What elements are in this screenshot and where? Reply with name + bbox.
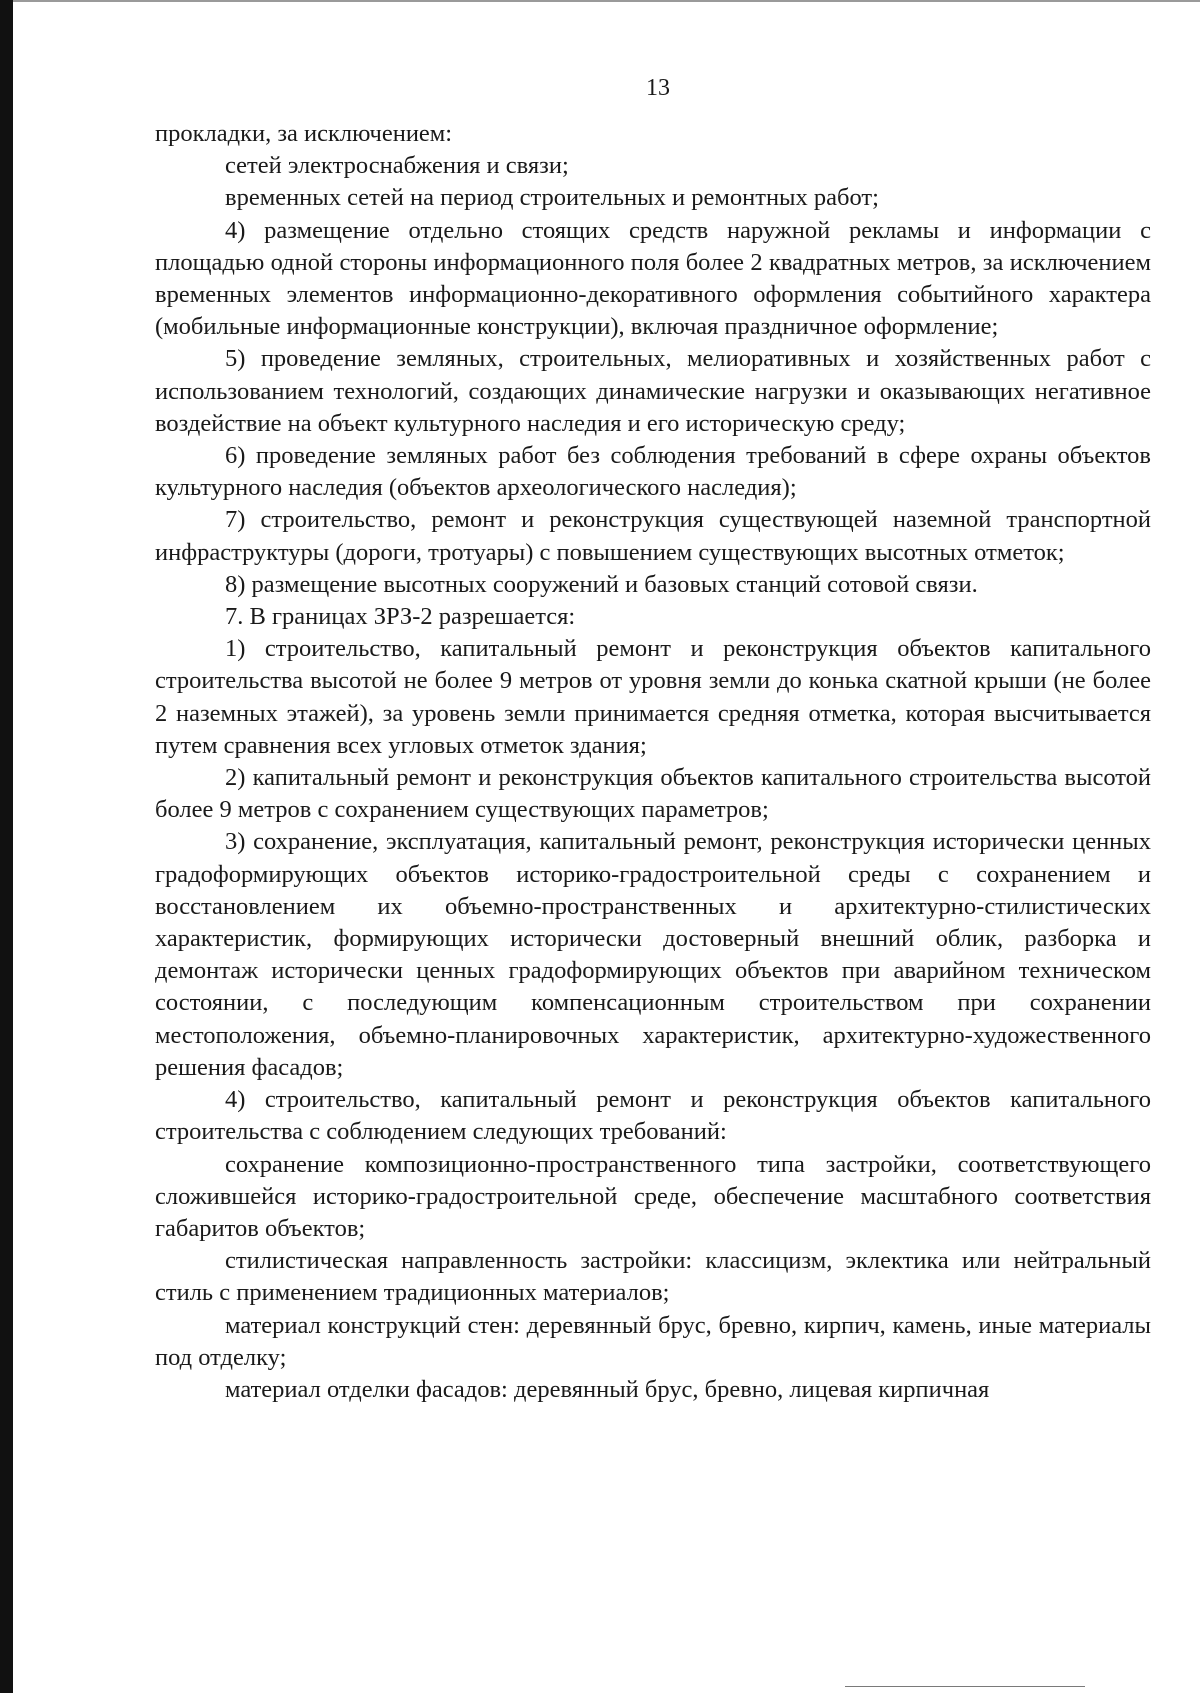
paragraph: прокладки, за исключением: — [155, 120, 453, 147]
paragraph: 6) проведение земляных работ без соблюдения требований в сфере охраны объектов культурного наследия (объектов археологического наследия); — [155, 442, 1151, 502]
paragraph: материал отделки фасадов: деревянный брус, бревно, лицевая кирпичная — [225, 1375, 990, 1403]
paragraph: 3) сохранение, эксплуатация, капитальный ремонт, реконструкция исторически ценных градоформирующих объектов историко-градостроительной среды с сохранением и восстановлением их объемно-пространственных и архитектурно-стилистических характеристик, формирующих исторически достоверный внешний облик, разборка и демонтаж исторически ценных градоформирующих объектов при аварийном техническом состоянии, с последующим компенсационным строительством при сохранении местоположения, объемно-планировочных характеристик, архитектурно-художественного решения фасадов; — [155, 828, 1151, 1081]
paragraph: временных сетей на период строительных и ремонтных работ; — [225, 184, 879, 212]
paragraph: 7) строительство, ремонт и реконструкция существующей наземной транспортной инфраструктуры (дороги, тротуары) с повышением существующих высотных отметок; — [155, 506, 1151, 566]
paragraph: 4) размещение отдельно стоящих средств наружной рекламы и информации с площадью одной стороны информационного поля более 2 квадратных метров, за исключением временных элементов информационно-декоративного оформления событийного характера (мобильные информационные конструкции), включая праздничное оформление; — [155, 216, 1151, 341]
scan-left-edge — [0, 0, 13, 1693]
paragraph: сетей электроснабжения и связи; — [225, 152, 569, 180]
document-body — [155, 118, 1151, 1406]
scan-top-line — [13, 0, 1200, 2]
paragraph: 1) строительство, капитальный ремонт и реконструкция объектов капитального строительства высотой не более 9 метров от уровня земли до конька скатной крыши (не более 2 наземных этажей), за уровень земли принимается средняя отметка, которая высчитывается путем сравнения всех угловых отметок здания; — [155, 635, 1151, 759]
paragraph: 4) строительство, капитальный ремонт и реконструкция объектов капитального строительства с соблюдением следующих требований: — [155, 1086, 1151, 1146]
page-number: 13 — [646, 75, 670, 101]
paragraph: 8) размещение высотных сооружений и базовых станций сотовой связи. — [225, 570, 978, 598]
paragraph: 2) капитальный ремонт и реконструкция объектов капитального строительства высотой более 9 метров с сохранением существующих параметров; — [155, 764, 1151, 824]
paragraph: 5) проведение земляных, строительных, мелиоративных и хозяйственных работ с использованием технологий, создающих динамические нагрузки и оказывающих негативное воздействие на объект культурного наследия и его историческую среду; — [155, 345, 1151, 437]
paragraph: 7. В границах ЗРЗ-2 разрешается: — [225, 603, 576, 631]
paragraph: стилистическая направленность застройки: классицизм, эклектика или нейтральный стиль с применением традиционных материалов; — [155, 1247, 1151, 1307]
paragraph: сохранение композиционно-пространственного типа застройки, соответствующего сложившейся историко-градостроительной среде, обеспечение масштабного соответствия габаритов объектов; — [155, 1150, 1151, 1242]
paragraph: материал конструкций стен: деревянный брус, бревно, кирпич, камень, иные материалы под отделку; — [155, 1311, 1151, 1371]
scan-bottom-line — [845, 1686, 1085, 1687]
